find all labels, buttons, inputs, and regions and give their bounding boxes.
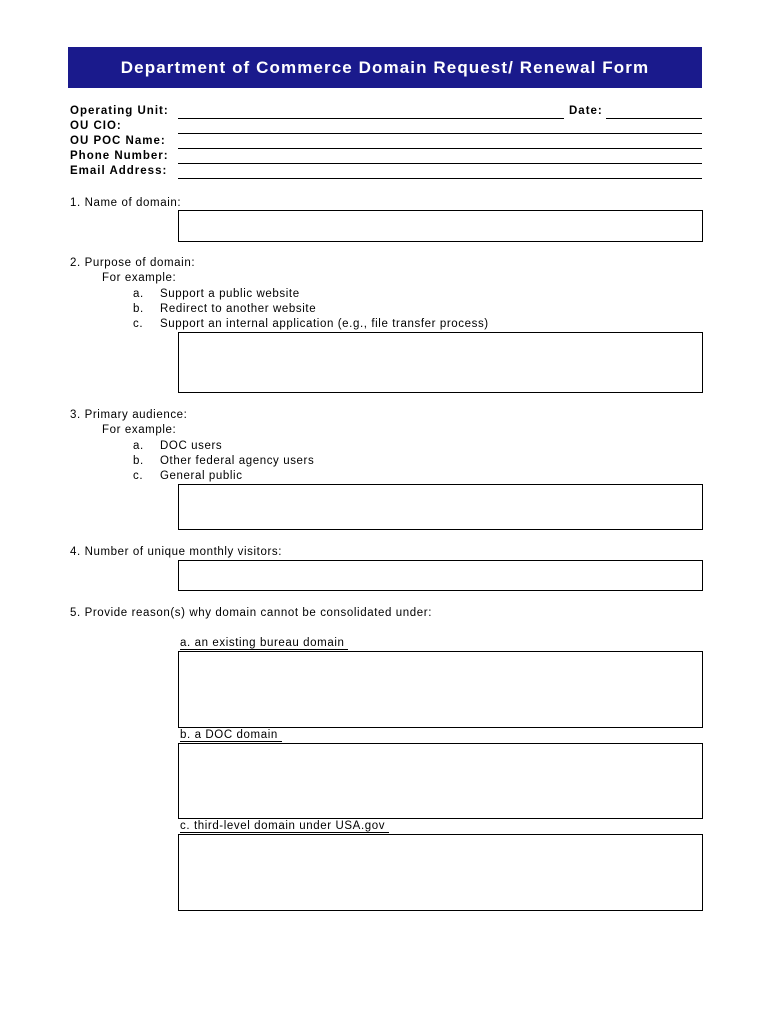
phone-number-label: Phone Number: [70, 150, 169, 162]
q2-option-text: Redirect to another website [160, 303, 317, 315]
ou-poc-name-field[interactable] [178, 148, 702, 149]
operating-unit-field[interactable] [178, 118, 564, 119]
ou-poc-name-label: OU POC Name: [70, 135, 166, 147]
q3-option-letter: c. [133, 470, 144, 482]
ou-cio-label: OU CIO: [70, 120, 122, 132]
operating-unit-label: Operating Unit: [70, 105, 169, 117]
phone-number-field[interactable] [178, 163, 702, 164]
audience-box[interactable] [178, 484, 703, 530]
q2-example: For example: [102, 272, 177, 284]
q5-label: 5. Provide reason(s) why domain cannot be consolidated under: [70, 607, 432, 619]
q3-option-text: Other federal agency users [160, 455, 315, 467]
email-address-label: Email Address: [70, 165, 168, 177]
q3-option-letter: b. [133, 455, 144, 467]
q3-example: For example: [102, 424, 177, 436]
doc-domain-box[interactable] [178, 743, 703, 819]
q3-option-text: DOC users [160, 440, 223, 452]
form-title-banner [68, 47, 702, 88]
q5c-label: c. third-level domain under USA.gov [180, 820, 389, 833]
q2-option-letter: a. [133, 288, 144, 300]
monthly-visitors-box[interactable] [178, 560, 703, 591]
q1-label: 1. Name of domain: [70, 197, 182, 209]
q4-label: 4. Number of unique monthly visitors: [70, 546, 283, 558]
form-title: Department of Commerce Domain Request/ Renewal Form [120, 57, 650, 77]
q2-label: 2. Purpose of domain: [70, 257, 196, 269]
date-field[interactable] [606, 118, 702, 119]
domain-name-box[interactable] [178, 210, 703, 242]
ou-cio-field[interactable] [178, 133, 702, 134]
q2-option-text: Support an internal application (e.g., file transfer process) [160, 318, 489, 330]
q5a-label: a. an existing bureau domain [180, 637, 348, 650]
q3-label: 3. Primary audience: [70, 409, 188, 421]
q2-option-letter: b. [133, 303, 144, 315]
q3-option-text: General public [160, 470, 243, 482]
q2-option-letter: c. [133, 318, 144, 330]
q5b-label: b. a DOC domain [180, 729, 282, 742]
bureau-domain-box[interactable] [178, 651, 703, 728]
email-address-field[interactable] [178, 178, 702, 179]
date-label: Date: [569, 105, 603, 117]
q2-option-text: Support a public website [160, 288, 300, 300]
purpose-box[interactable] [178, 332, 703, 393]
q3-option-letter: a. [133, 440, 144, 452]
usa-gov-domain-box[interactable] [178, 834, 703, 911]
